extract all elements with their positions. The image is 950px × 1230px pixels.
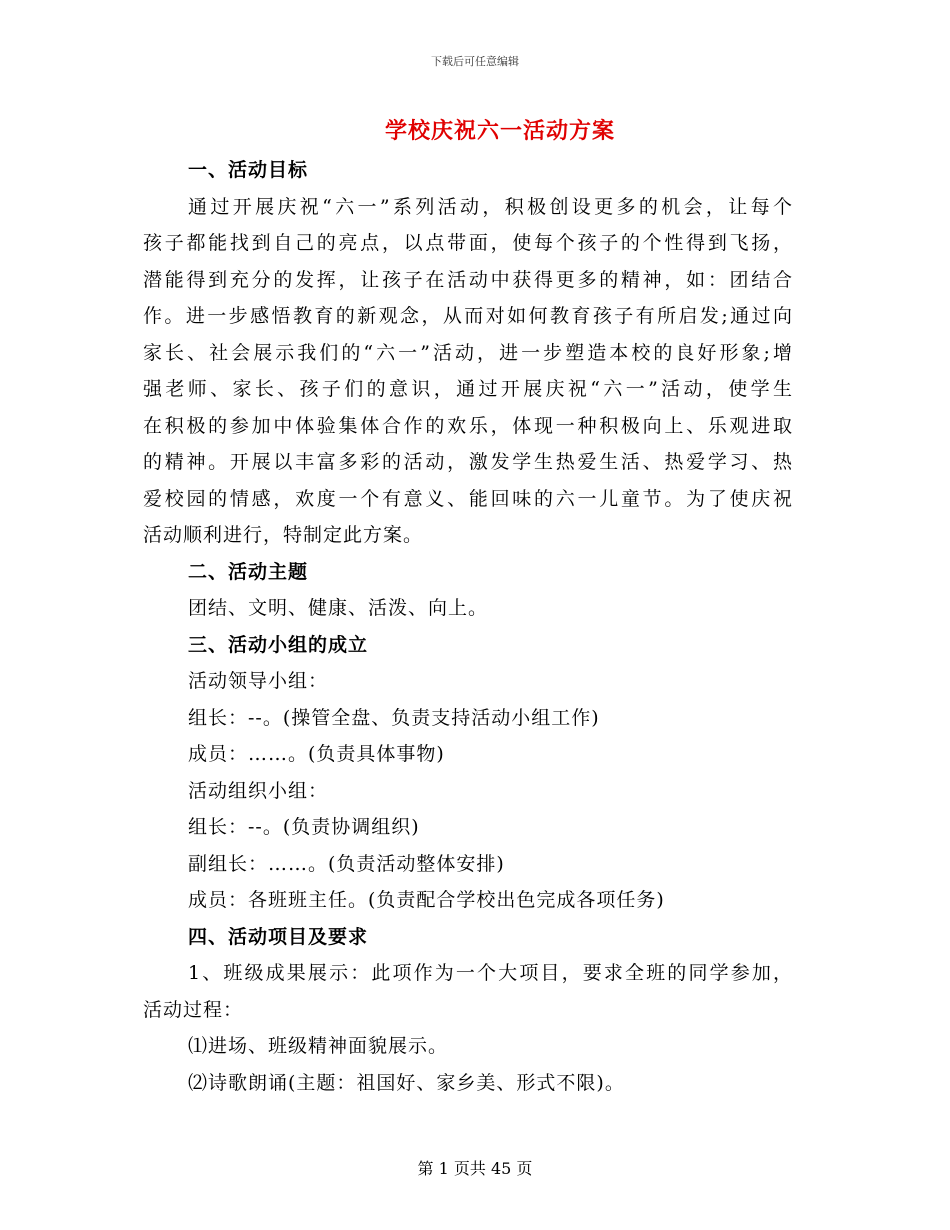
paragraph-line: 强老师、家长、孩子们的意识，通过开展庆祝“六一”活动，使学生 — [143, 378, 793, 400]
list-item: 活动领导小组： — [188, 670, 329, 692]
list-item: 成员：各班班主任。(负责配合学校出色完成各项任务) — [188, 889, 665, 911]
paragraph-line: 孩子都能找到自己的亮点，以点带面，使每个孩子的个性得到飞扬， — [143, 232, 793, 254]
paragraph-line: 家长、社会展示我们的“六一”活动，进一步塑造本校的良好形象;增 — [143, 341, 793, 364]
paragraph-line: 通过开展庆祝“六一”系列活动，积极创设更多的机会，让每个 — [188, 195, 793, 218]
list-item: ⑴进场、班级精神面貌展示。 — [188, 1035, 449, 1057]
paragraph-line: 潜能得到充分的发挥，让孩子在活动中获得更多的精神，如：团结合 — [143, 268, 793, 291]
paragraph-line: 活动顺利进行，特制定此方案。 — [143, 524, 424, 546]
header-note: 下载后可任意编辑 — [431, 55, 519, 68]
paragraph-line: 1、班级成果展示：此项作为一个大项目，要求全班的同学参加， — [188, 962, 793, 984]
document-title: 学校庆祝六一活动方案 — [384, 119, 615, 144]
list-item: 组长：--。(操管全盘、负责支持活动小组工作) — [188, 706, 600, 729]
section-heading: 四、活动项目及要求 — [188, 925, 369, 948]
list-item: 组长：--。(负责协调组织) — [188, 816, 420, 838]
paragraph-line: 活动过程： — [143, 998, 244, 1021]
paragraph-line: 爱校园的情感，欢度一个有意义、能回味的六一儿童节。为了使庆祝 — [143, 487, 793, 510]
section-heading: 二、活动主题 — [188, 560, 309, 583]
list-item: 活动组织小组： — [188, 779, 329, 802]
section-heading: 三、活动小组的成立 — [188, 633, 369, 656]
paragraph-line: 作。进一步感悟教育的新观念，从而对如何教育孩子有所启发;通过向 — [143, 305, 793, 327]
list-item: ⑵诗歌朗诵(主题：祖国好、家乡美、形式不限)。 — [188, 1071, 625, 1094]
list-item: 成员：……。(负责具体事物) — [188, 743, 445, 765]
paragraph-line: 的精神。开展以丰富多彩的活动，激发学生热爱生活、热爱学习、热 — [143, 451, 793, 473]
document-body — [143, 152, 803, 1101]
page-footer: 第 1 页共 45 页 — [417, 1159, 533, 1178]
list-item: 副组长：……。(负责活动整体安排) — [188, 852, 505, 875]
list-item: 团结、文明、健康、活泼、向上。 — [188, 597, 489, 619]
section-heading: 一、活动目标 — [188, 159, 309, 181]
paragraph-line: 在积极的参加中体验集体合作的欢乐，体现一种积极向上、乐观进取 — [143, 414, 793, 437]
